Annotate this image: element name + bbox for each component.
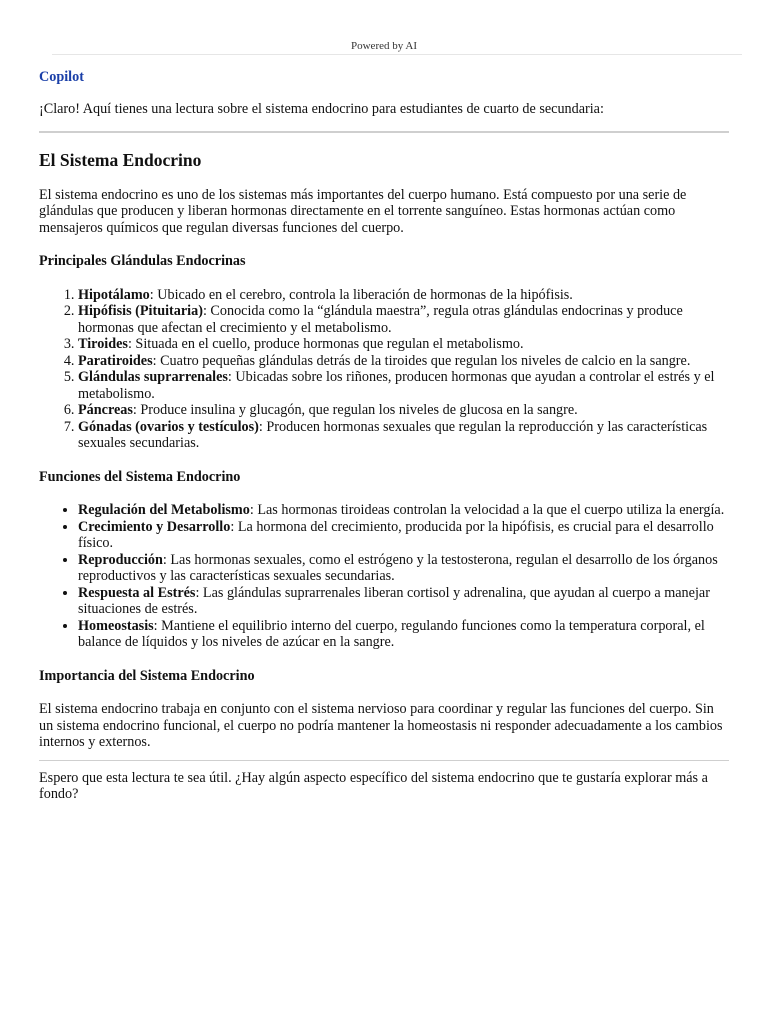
list-item-text: : Situada en el cuello, produce hormonas que regulan el metabolismo. [127,336,524,352]
list-item [78,336,729,353]
author-name: Copilot [39,69,84,85]
list-item-term: Paratiroides [78,352,153,369]
list-item [78,585,729,618]
functions-list [39,502,729,651]
list-item-text: : Mantiene el equilibrio interno del cuerpo, regulando funciones como la temperatura corporal, el balance de líquidos y los niveles de azúcar en la sangre. [78,617,705,650]
functions-heading: Funciones del Sistema Endocrino [39,468,241,485]
powered-by-label: Powered by AI [351,40,417,52]
list-item-text: : Las hormonas tiroideas controlan la velocidad a la que el cuerpo utiliza la energía. [249,502,725,518]
list-item-term: Glándulas suprarrenales [78,369,228,385]
list-item-text: : Ubicado en el cerebro, controla la liberación de hormonas de la hipófisis. [149,286,573,303]
list-item-term: Regulación del Metabolismo [78,502,250,518]
list-item-term: Reproducción [78,551,163,568]
list-item-text: : Produce insulina y glucagón, que regulan los niveles de glucosa en la sangre. [132,402,578,418]
glands-list [39,287,729,452]
list-item-term: Gónadas (ovarios y testículos) [78,418,259,435]
list-item-term: Hipófisis (Pituitaria) [78,303,203,319]
list-item-term: Crecimiento y Desarrollo [78,518,231,535]
list-item-text: : Las hormonas sexuales, como el estrógeno y la testosterona, regulan el desarrollo de los órganos reproductivos y las características sexuales secundarias. [78,551,718,584]
list-item [78,419,729,452]
article-title: El Sistema Endocrino [39,149,202,170]
intro-paragraph: El sistema endocrino es uno de los sistemas más importantes del cuerpo humano. Está compuesto por una serie de glándulas que producen y liberan hormonas directamente en el torrente sanguíneo. Estas hormonas actúan como mensajeros químicos que regulan diversas funciones del cuerpo. [39,186,687,236]
list-item-text: : Producen hormonas sexuales que regulan la reproducción y las características sexuales secundarias. [78,418,708,451]
message-content [39,69,729,803]
list-item-term: Respuesta al Estrés [78,584,196,601]
list-item-text: : Las glándulas suprarrenales liberan cortisol y adrenalina, que ayudan al cuerpo a manejar situaciones de estrés. [78,584,710,617]
importance-paragraph: El sistema endocrino trabaja en conjunto con el sistema nervioso para coordinar y regular las funciones del cuerpo. Sin un sistema endocrino funcional, el cuerpo no podría mantener la homeostasis ni responder adecuadamente a los cambios internos y externos. [39,701,723,750]
list-item-term: Páncreas [78,402,133,418]
closing-message: Espero que esta lectura te sea útil. ¿Hay algún aspecto específico del sistema endocrino que te gustaría explorar más a fondo? [39,769,708,802]
list-item [78,552,729,585]
glands-heading: Principales Glándulas Endocrinas [39,253,246,269]
list-item [78,303,729,336]
list-item-term: Tiroides [78,336,128,352]
list-item [78,502,729,519]
list-item [78,402,729,419]
message-intro: ¡Claro! Aquí tienes una lectura sobre el sistema endocrino para estudiantes de cuarto de secundaria: [39,101,604,117]
list-item-text: : La hormona del crecimiento, producida por la hipófisis, es crucial para el desarrollo físico. [78,518,714,551]
list-item [78,287,729,304]
list-item-term: Hipotálamo [78,286,150,303]
list-item-term: Homeostasis [78,617,154,634]
list-item [78,519,729,552]
section-divider-top [39,131,729,133]
importance-heading: Importancia del Sistema Endocrino [39,667,255,684]
list-item [78,353,729,370]
header-divider [52,54,742,55]
list-item-text: : Ubicadas sobre los riñones, producen hormonas que ayudan a controlar el estrés y el metabolismo. [78,369,715,402]
list-item-text: : Cuatro pequeñas glándulas detrás de la tiroides que regulan los niveles de calcio en la sangre. [152,352,691,369]
list-item [78,369,729,402]
section-divider-bottom [39,760,729,761]
list-item [78,618,729,651]
list-item-text: : Conocida como la “glándula maestra”, regula otras glándulas endocrinas y produce hormonas que afectan el crecimiento y el metabolismo. [78,303,683,336]
